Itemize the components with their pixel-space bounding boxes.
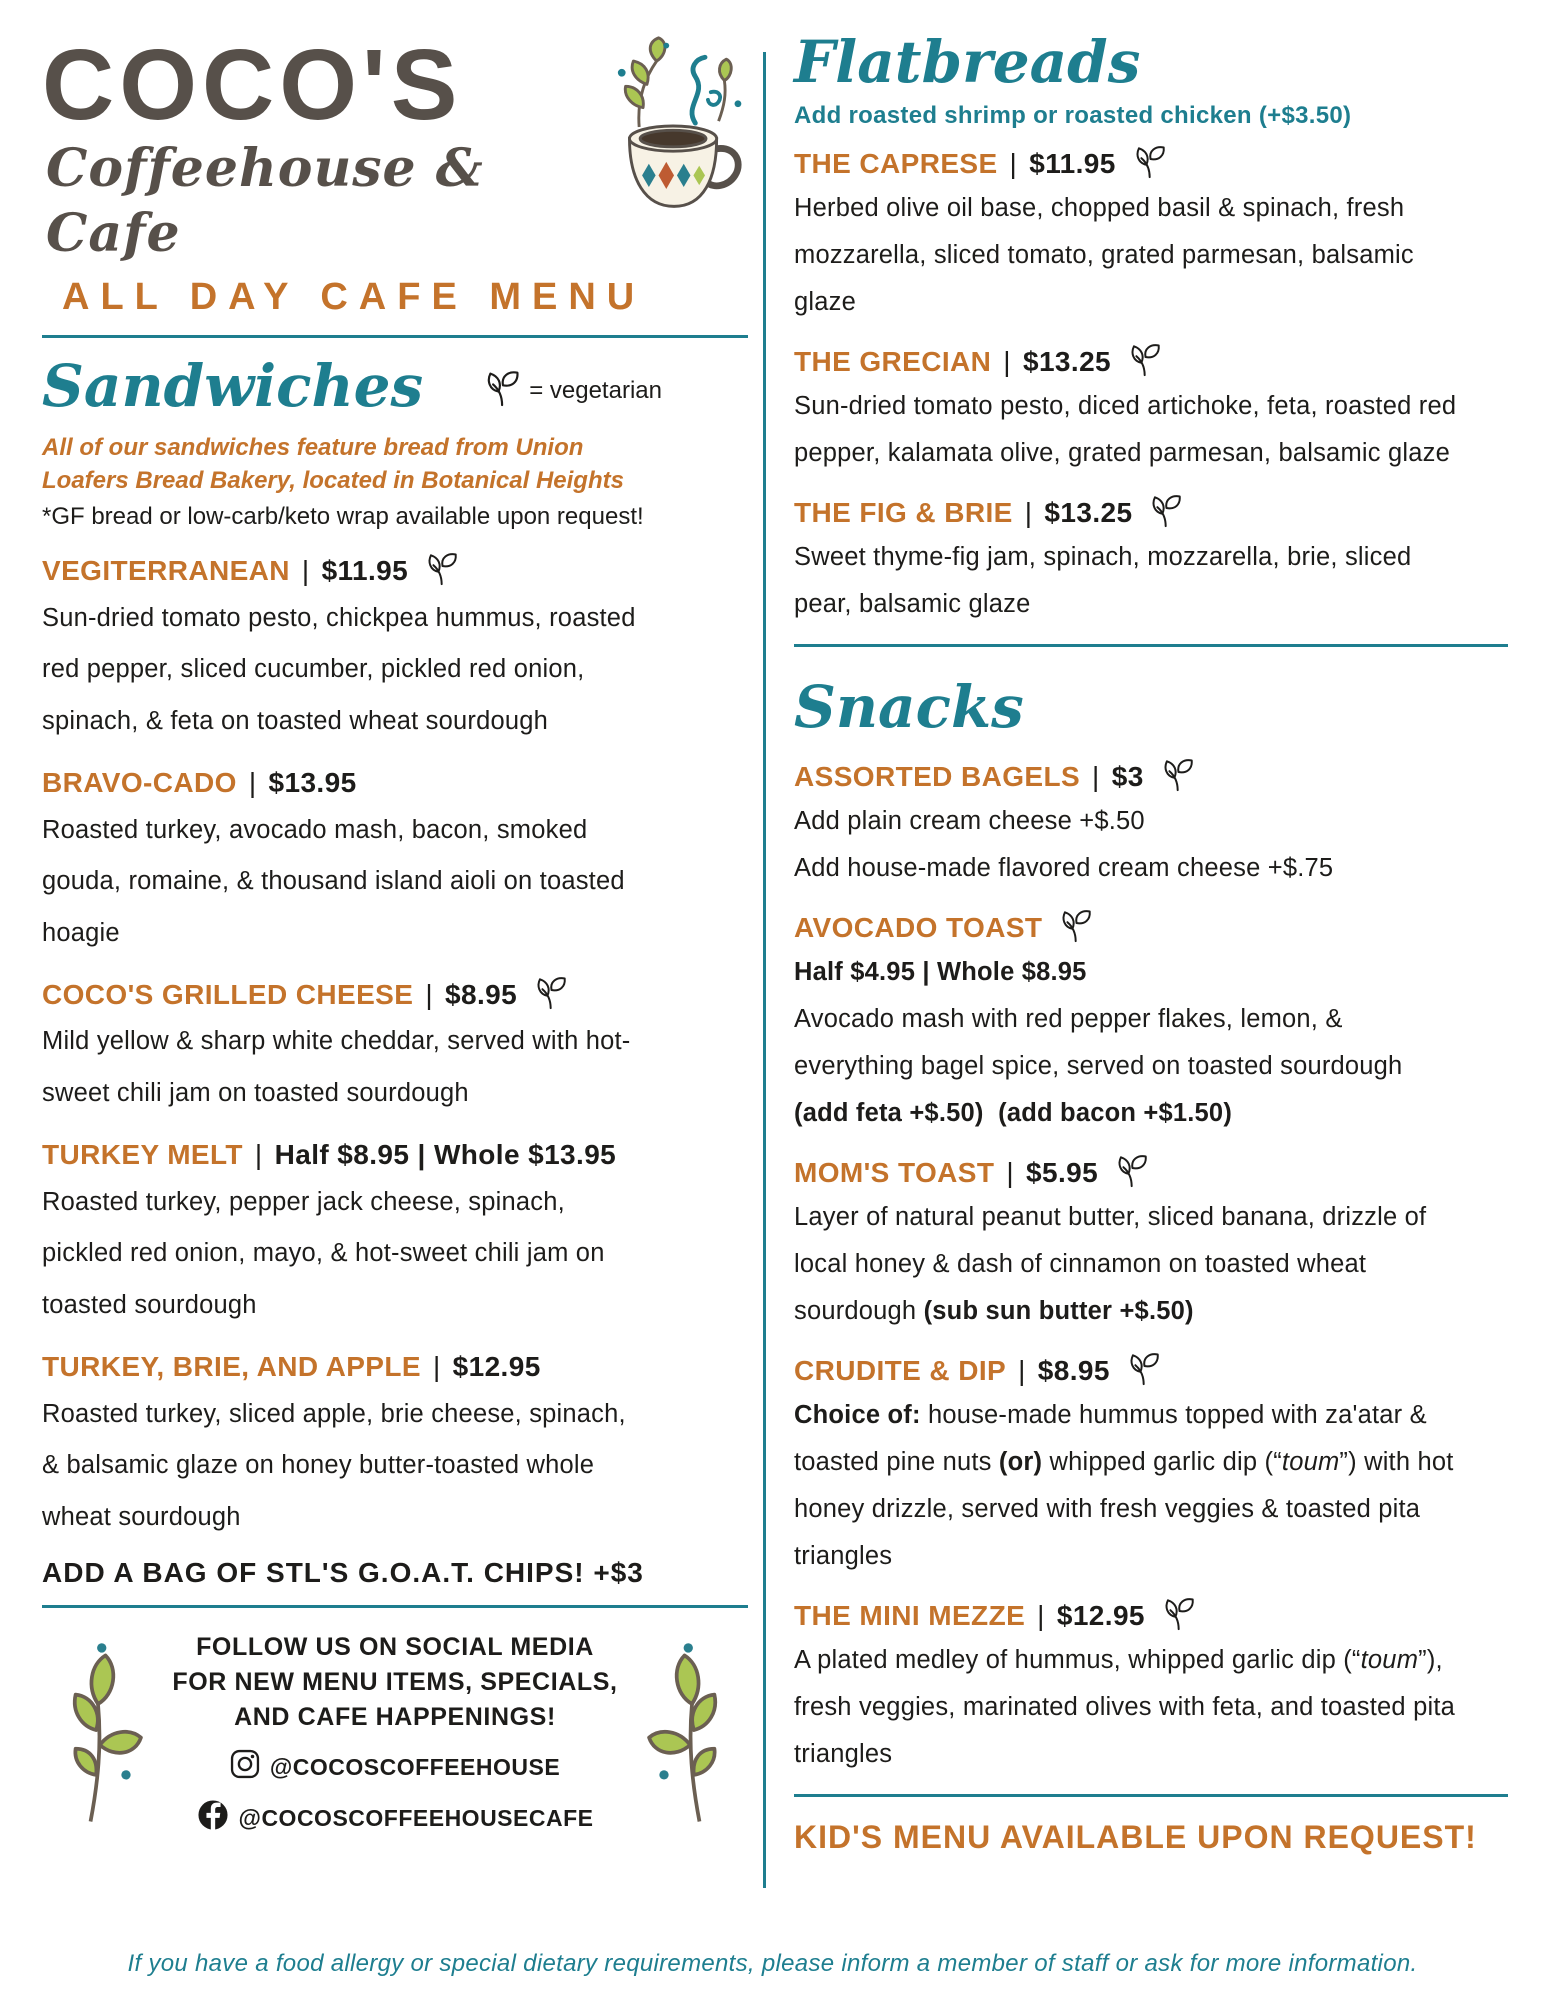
leaf-icon bbox=[1150, 493, 1183, 528]
menu-title: ALL DAY CAFE MENU bbox=[62, 276, 646, 318]
leaf-icon bbox=[1116, 1153, 1149, 1188]
menu-item-description-line: Choice of: house-made hummus topped with za'atar & toasted pine nuts (or) whipped garlic dip (“toum”) with hot honey drizzle, served with fresh veggies & toasted pita triangles bbox=[794, 1401, 1454, 1571]
menu-item-description bbox=[794, 1637, 1462, 1778]
price-separator: | bbox=[425, 979, 434, 1011]
menu-item-price: $12.95 bbox=[1056, 1600, 1145, 1632]
price-separator: | bbox=[1092, 760, 1100, 792]
menu-item-price: $8.95 bbox=[445, 979, 518, 1011]
menu-item-name: VEGITERRANEAN bbox=[42, 555, 290, 587]
divider-rule bbox=[42, 335, 748, 338]
menu-item-price: $8.95 bbox=[1037, 1355, 1110, 1387]
facebook-handle: @COCOSCOFFEEHOUSECAFE bbox=[238, 1804, 594, 1831]
menu-item-price: $11.95 bbox=[321, 555, 409, 587]
menu-item-description bbox=[794, 798, 1462, 892]
social-heading-line: FOLLOW US ON SOCIAL MEDIA bbox=[196, 1633, 594, 1662]
instagram-handle: @COCOSCOFFEEHOUSE bbox=[269, 1753, 561, 1780]
menu-item bbox=[794, 1349, 1508, 1580]
flatbreads-item-list bbox=[794, 142, 1508, 629]
kids-menu-note: KID'S MENU AVAILABLE UPON REQUEST! bbox=[794, 1819, 1477, 1856]
menu-item-title bbox=[794, 1349, 1508, 1392]
menu-item-name: AVOCADO TOAST bbox=[794, 911, 1043, 943]
social-heading-line: AND CAFE HAPPENINGS! bbox=[234, 1703, 556, 1732]
price-separator: | bbox=[1024, 496, 1033, 528]
menu-item-description-line: Layer of natural peanut butter, sliced banana, drizzle of local honey & dash of cinnamon on toasted wheat sourdough (sub sun butter +$.50) bbox=[794, 1203, 1427, 1326]
menu-item-name: BRAVO-CADO bbox=[42, 767, 237, 799]
price-separator: | bbox=[1009, 147, 1018, 179]
bread-note-line: Loafers Bread Bakery, located in Botanical Heights bbox=[42, 467, 624, 495]
menu-item-description bbox=[794, 1392, 1462, 1580]
right-column bbox=[794, 28, 1508, 1856]
menu-item bbox=[42, 761, 748, 959]
logo-text bbox=[42, 29, 596, 266]
divider-rule bbox=[42, 1605, 748, 1608]
menu-item-price: $11.95 bbox=[1029, 147, 1116, 179]
logo-title: COCO'S bbox=[42, 29, 463, 141]
leaf-icon bbox=[535, 975, 568, 1010]
snacks-item-list bbox=[794, 755, 1508, 1778]
menu-item-description bbox=[42, 1016, 638, 1119]
social-text-block bbox=[154, 1630, 636, 1837]
menu-item-title bbox=[42, 973, 748, 1016]
menu-item-description bbox=[794, 383, 1462, 477]
left-column bbox=[42, 29, 748, 1837]
price-separator: | bbox=[254, 1139, 263, 1171]
menu-item-name: MOM'S TOAST bbox=[794, 1156, 995, 1188]
menu-item-name: COCO'S GRILLED CHEESE bbox=[42, 979, 414, 1011]
menu-item-price: $13.25 bbox=[1044, 496, 1133, 528]
leaf-icon bbox=[1163, 1596, 1196, 1631]
social-heading bbox=[160, 1630, 630, 1735]
menu-item-name: THE FIG & BRIE bbox=[794, 496, 1013, 528]
menu-item-price: $5.95 bbox=[1026, 1156, 1099, 1188]
menu-item-title bbox=[42, 1345, 748, 1388]
leaf-icon bbox=[1060, 908, 1093, 943]
instagram-handle-row bbox=[160, 1749, 630, 1785]
sandwiches-section-header bbox=[42, 350, 748, 423]
social-footer bbox=[42, 1630, 748, 1837]
menu-item-description-line: Add house-made flavored cream cheese +$.75 bbox=[794, 854, 1334, 882]
menu-item-description-line: Mild yellow & sharp white cheddar, served with hot-sweet chili jam on toasted sourdough bbox=[42, 1027, 631, 1107]
menu-item bbox=[42, 973, 748, 1119]
menu-item-description-line: Avocado mash with red pepper flakes, lemon, & everything bagel spice, served on toasted sourdough (add feta +$.50) (add bacon +$1.50) bbox=[794, 1005, 1403, 1128]
leaf-icon bbox=[1134, 144, 1167, 179]
leaf-icon bbox=[1128, 1351, 1161, 1386]
vegetarian-legend bbox=[485, 369, 662, 414]
leaf-icon bbox=[1129, 342, 1162, 377]
menu-item-title bbox=[42, 549, 748, 592]
menu-item-title bbox=[794, 755, 1508, 798]
gf-note: *GF bread or low-carb/keto wrap available upon request! bbox=[42, 502, 644, 530]
menu-item-title bbox=[794, 340, 1508, 383]
divider-rule bbox=[794, 1794, 1508, 1797]
menu-item-description bbox=[794, 949, 1462, 1137]
menu-item-description-line: Roasted turkey, pepper jack cheese, spinach, pickled red onion, mayo, & hot-sweet chili jam on toasted sourdough bbox=[42, 1187, 605, 1319]
social-heading-line: FOR NEW MENU ITEMS, SPECIALS, bbox=[172, 1668, 618, 1697]
price-separator: | bbox=[1037, 1600, 1045, 1632]
bread-note bbox=[42, 431, 748, 498]
flatbreads-note: Add roasted shrimp or roasted chicken (+$3.50) bbox=[794, 101, 1352, 129]
sandwiches-title: Sandwiches bbox=[42, 352, 424, 420]
leaf-icon bbox=[426, 551, 459, 586]
menu-item-title bbox=[794, 1151, 1508, 1194]
price-separator: | bbox=[432, 1351, 441, 1383]
sandwiches-item-list bbox=[42, 549, 748, 1543]
menu-item bbox=[794, 755, 1508, 892]
column-divider bbox=[763, 52, 766, 1888]
price-separator: | bbox=[301, 555, 310, 587]
divider-rule bbox=[794, 644, 1508, 647]
logo bbox=[42, 29, 748, 266]
instagram-icon bbox=[230, 1749, 260, 1785]
menu-item bbox=[794, 491, 1508, 628]
allergy-note: If you have a food allergy or special dietary requirements, please inform a member of staff or ask for more information. bbox=[127, 1950, 1418, 1977]
menu-item-title bbox=[42, 761, 748, 804]
price-separator: | bbox=[248, 767, 257, 799]
plant-illustration bbox=[42, 1633, 154, 1834]
menu-item-description-line: Sun-dried tomato pesto, chickpea hummus, roasted red pepper, sliced cucumber, pickled red onion, spinach, & feta on toasted wheat sourdough bbox=[42, 603, 636, 735]
menu-item-name: ASSORTED BAGELS bbox=[794, 760, 1081, 792]
menu-item-title bbox=[794, 906, 1508, 949]
menu-item-name: THE CAPRESE bbox=[794, 147, 998, 179]
menu-item bbox=[42, 549, 748, 747]
menu-item-price: $13.95 bbox=[268, 767, 357, 799]
menu-item-description bbox=[42, 805, 638, 960]
menu-item-name: CRUDITE & DIP bbox=[794, 1355, 1007, 1387]
facebook-icon bbox=[197, 1799, 229, 1837]
leaf-icon bbox=[1162, 757, 1195, 792]
snacks-title: Snacks bbox=[794, 673, 1024, 742]
menu-item-name: THE GRECIAN bbox=[794, 345, 992, 377]
logo-subtitle: Coffeehouse & Cafe bbox=[46, 138, 484, 264]
menu-item bbox=[794, 1594, 1508, 1778]
menu-item-title bbox=[42, 1133, 748, 1176]
leaf-icon bbox=[485, 369, 521, 414]
menu-item-description bbox=[42, 593, 638, 748]
menu-item-name: THE MINI MEZZE bbox=[794, 1600, 1026, 1632]
menu-item-description-line: Roasted turkey, sliced apple, brie cheese, spinach, & balsamic glaze on honey butter-toasted whole wheat sourdough bbox=[42, 1399, 626, 1531]
menu-item-price: $3 bbox=[1111, 760, 1144, 792]
menu-item-description-line: Add plain cream cheese +$.50 bbox=[794, 807, 1145, 836]
facebook-handle-row bbox=[160, 1799, 630, 1837]
menu-item bbox=[794, 1151, 1508, 1335]
plant-illustration bbox=[636, 1633, 748, 1834]
menu-item-title bbox=[794, 1594, 1508, 1637]
menu-item-description-line: Herbed olive oil base, chopped basil & spinach, fresh mozzarella, sliced tomato, grated parmesan, balsamic glaze bbox=[794, 193, 1414, 316]
menu-item-price: Half $8.95 | Whole $13.95 bbox=[274, 1139, 617, 1171]
menu-item bbox=[794, 340, 1508, 477]
menu-item bbox=[794, 906, 1508, 1137]
price-separator: | bbox=[1018, 1355, 1026, 1387]
menu-item-description-line: Half $4.95 | Whole $8.95 bbox=[794, 958, 1087, 987]
price-separator: | bbox=[1006, 1156, 1015, 1188]
menu-item-title bbox=[794, 142, 1508, 185]
menu-item-description bbox=[794, 534, 1462, 628]
flatbreads-title: Flatbreads bbox=[794, 28, 1141, 96]
menu-item-description-line: Sun-dried tomato pesto, diced artichoke, feta, roasted red pepper, kalamata olive, grated parmesan, balsamic glaze bbox=[794, 392, 1457, 467]
menu-item-title bbox=[794, 491, 1508, 534]
menu-item-description bbox=[794, 1194, 1462, 1335]
menu-item-description bbox=[42, 1389, 638, 1544]
menu-item bbox=[42, 1345, 748, 1543]
menu-item bbox=[42, 1133, 748, 1331]
menu-item-description-line: A plated medley of hummus, whipped garlic dip (“toum”), fresh veggies, marinated olives with feta, and toasted pita triangles bbox=[794, 1646, 1456, 1769]
price-separator: | bbox=[1003, 345, 1011, 377]
menu-item-description-line: Roasted turkey, avocado mash, bacon, smoked gouda, romaine, & thousand island aioli on toasted hoagie bbox=[42, 815, 625, 947]
menu-item-price: $13.25 bbox=[1022, 345, 1112, 377]
menu-item-price: $12.95 bbox=[452, 1351, 541, 1383]
vegetarian-legend-label: = vegetarian bbox=[529, 377, 662, 405]
menu-item-name: TURKEY, BRIE, AND APPLE bbox=[42, 1351, 421, 1383]
menu-item-description bbox=[794, 185, 1462, 326]
bread-note-line: All of our sandwiches feature bread from Union bbox=[42, 433, 584, 461]
chips-addon-line: ADD A BAG OF STL'S G.O.A.T. CHIPS! +$3 bbox=[42, 1557, 644, 1589]
coffee-cup-illustration bbox=[602, 34, 748, 223]
menu-item bbox=[794, 142, 1508, 326]
menu-item-description-line: Sweet thyme-fig jam, spinach, mozzarella, brie, sliced pear, balsamic glaze bbox=[794, 543, 1412, 619]
menu-item-description bbox=[42, 1177, 638, 1332]
menu-item-name: TURKEY MELT bbox=[42, 1139, 243, 1171]
